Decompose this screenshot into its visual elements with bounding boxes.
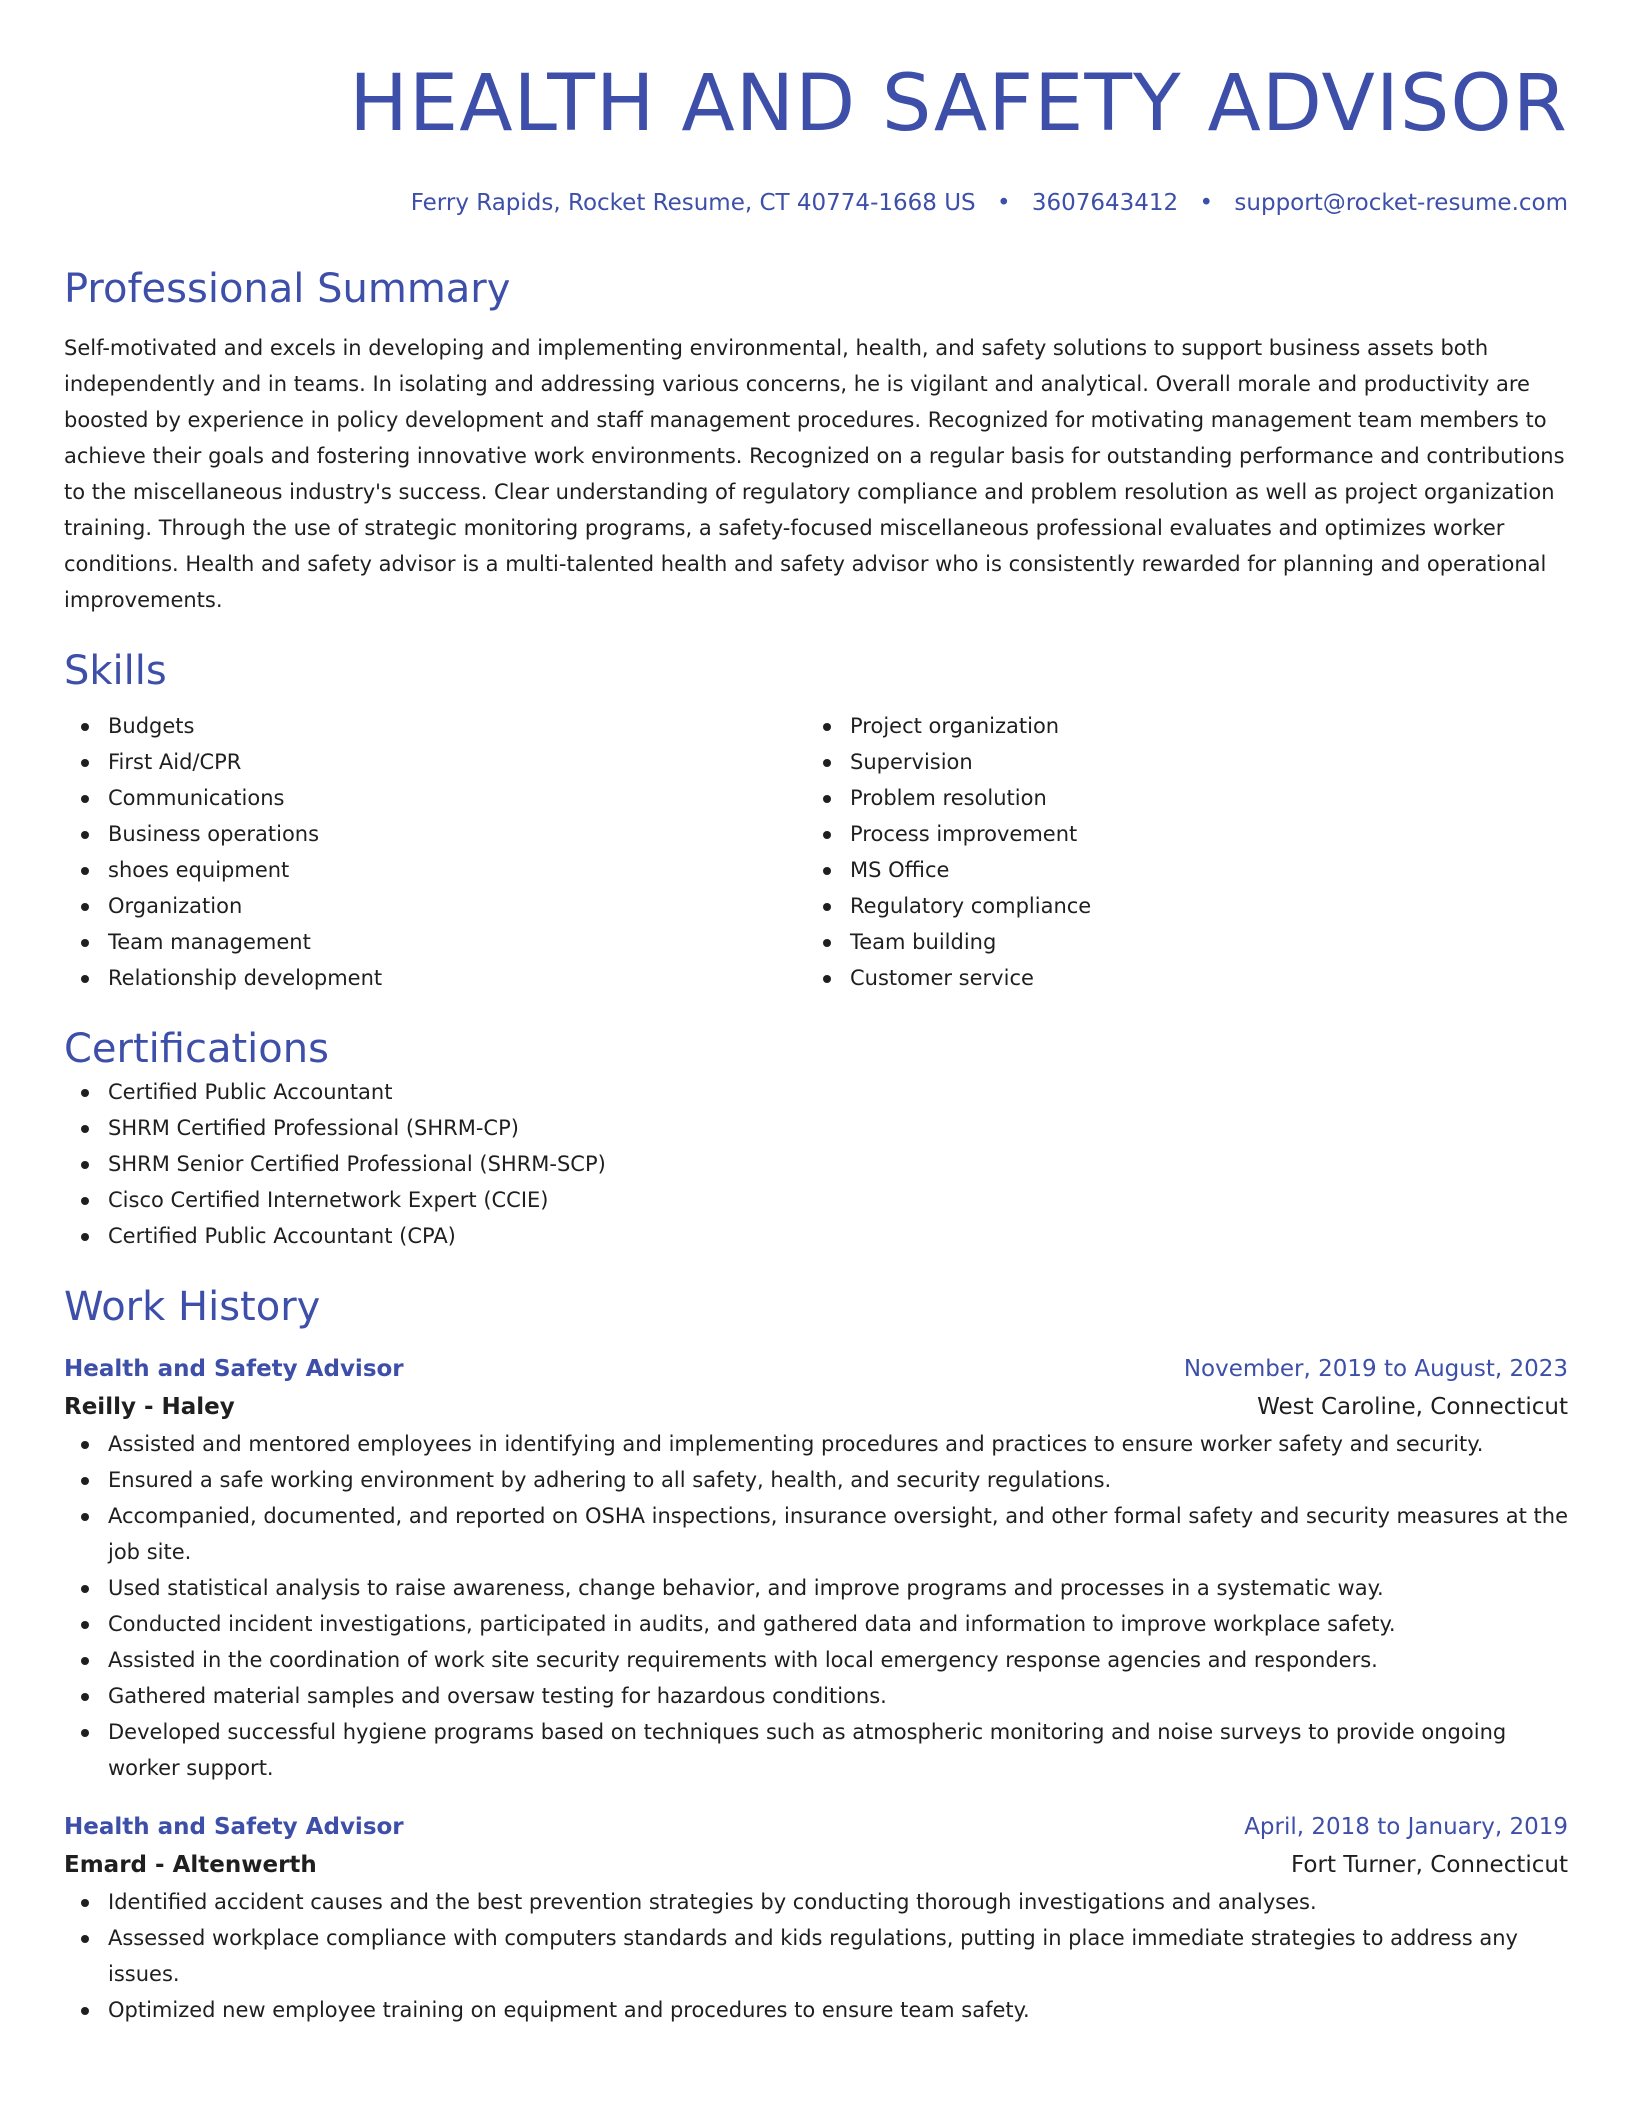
job-bullets: [64, 1884, 1568, 2028]
email-link[interactable]: support@rocket-resume.com: [1234, 190, 1568, 216]
job-bullets: [64, 1426, 1568, 1786]
section-title-work-history: Work History: [64, 1284, 321, 1330]
skills-section: [64, 646, 1568, 996]
skills-list-left: [64, 708, 806, 996]
job-company-row: [64, 1846, 1568, 1884]
certification-item: Certified Public Accountant (CPA): [64, 1218, 1568, 1254]
job-bullet: Gathered material samples and oversaw testing for hazardous conditions.: [64, 1678, 1568, 1714]
job-company: Reilly - Haley: [64, 1394, 235, 1420]
job-location: West Caroline, Connecticut: [1257, 1394, 1568, 1420]
job-bullet: Accompanied, documented, and reported on OSHA inspections, insurance oversight, and other formal safety and security measures at the job site.: [64, 1498, 1568, 1570]
skill-item: Team management: [64, 924, 806, 960]
work-history-section: [64, 1282, 1568, 2028]
skill-item: Budgets: [64, 708, 806, 744]
job-location: Fort Turner, Connecticut: [1291, 1852, 1568, 1878]
job-bullet: Ensured a safe working environment by adhering to all safety, health, and security regulations.: [64, 1462, 1568, 1498]
job-bullet: Optimized new employee training on equipment and procedures to ensure team safety.: [64, 1992, 1568, 2028]
skills-grid: [64, 708, 1568, 996]
job-bullet: Conducted incident investigations, participated in audits, and gathered data and information to improve workplace safety.: [64, 1606, 1568, 1642]
skill-item: Supervision: [806, 744, 1568, 780]
address: Ferry Rapids, Rocket Resume, CT 40774-1668 US: [410, 190, 976, 216]
certification-item: SHRM Senior Certified Professional (SHRM-SCP): [64, 1146, 1568, 1182]
skill-item: Process improvement: [806, 816, 1568, 852]
certifications-section: [64, 1024, 1568, 1254]
job-dates: April, 2018 to January, 2019: [1244, 1814, 1568, 1840]
skill-item: Relationship development: [64, 960, 806, 996]
job-entry: [64, 1808, 1568, 2028]
section-title-summary: Professional Summary: [64, 266, 511, 312]
job-header-row: [64, 1350, 1568, 1388]
phone-number: 3607643412: [1031, 190, 1179, 216]
job-bullet: Assisted in the coordination of work site security requirements with local emergency response agencies and responders.: [64, 1642, 1568, 1678]
job-entry: [64, 1350, 1568, 1786]
skill-item: Organization: [64, 888, 806, 924]
section-title-certifications: Certifications: [64, 1026, 329, 1072]
skill-item: Business operations: [64, 816, 806, 852]
section-title-skills: Skills: [64, 648, 167, 694]
separator-dot: •: [1199, 190, 1214, 216]
skills-list-right: [806, 708, 1568, 996]
job-bullet: Developed successful hygiene programs based on techniques such as atmospheric monitoring and noise surveys to provide ongoing worker support.: [64, 1714, 1568, 1786]
contact-line: [64, 188, 1568, 218]
certification-item: Cisco Certified Internetwork Expert (CCIE): [64, 1182, 1568, 1218]
job-bullet: Identified accident causes and the best prevention strategies by conducting thorough investigations and analyses.: [64, 1884, 1568, 1920]
skill-item: Team building: [806, 924, 1568, 960]
job-title: Health and Safety Advisor: [64, 1814, 404, 1840]
certification-item: SHRM Certified Professional (SHRM-CP): [64, 1110, 1568, 1146]
skill-item: Project organization: [806, 708, 1568, 744]
summary-text: Self-motivated and excels in developing and implementing environmental, health, and safety solutions to support business assets both independently and in teams. In isolating and addressing various concerns, he is vigilant and analytical. Overall morale and productivity are boosted by experience in policy development and staff management procedures. Recognized for motivating management team members to achieve their goals and fostering innovative work environments. Recognized on a regular basis for outstanding performance and contributions to the miscellaneous industry's success. Clear understanding of regulatory compliance and problem resolution as well as project organization training. Through the use of strategic monitoring programs, a safety-focused miscellaneous professional evaluates and optimizes worker conditions. Health and safety advisor is a multi-talented health and safety advisor who is consistently rewarded for planning and operational improvements.: [64, 336, 1565, 612]
professional-summary-section: [64, 264, 1568, 618]
certifications-list: [64, 1074, 1568, 1254]
job-bullet: Used statistical analysis to raise awareness, change behavior, and improve programs and processes in a systematic way.: [64, 1570, 1568, 1606]
certification-item: Certified Public Accountant: [64, 1074, 1568, 1110]
job-bullet: Assisted and mentored employees in identifying and implementing procedures and practices to ensure worker safety and security.: [64, 1426, 1568, 1462]
resume-header: [64, 0, 1568, 218]
skill-item: shoes equipment: [64, 852, 806, 888]
job-title: Health and Safety Advisor: [64, 1356, 404, 1382]
job-header-row: [64, 1808, 1568, 1846]
job-dates: November, 2019 to August, 2023: [1183, 1356, 1568, 1382]
job-bullet: Assessed workplace compliance with computers standards and kids regulations, putting in place immediate strategies to address any issues.: [64, 1920, 1568, 1992]
separator-dot: •: [996, 190, 1011, 216]
skill-item: Problem resolution: [806, 780, 1568, 816]
job-company-row: [64, 1388, 1568, 1426]
skill-item: Communications: [64, 780, 806, 816]
skill-item: Regulatory compliance: [806, 888, 1568, 924]
skill-item: First Aid/CPR: [64, 744, 806, 780]
skill-item: MS Office: [806, 852, 1568, 888]
candidate-name: HEALTH AND SAFETY ADVISOR: [349, 59, 1568, 149]
skill-item: Customer service: [806, 960, 1568, 996]
job-company: Emard - Altenwerth: [64, 1852, 317, 1878]
